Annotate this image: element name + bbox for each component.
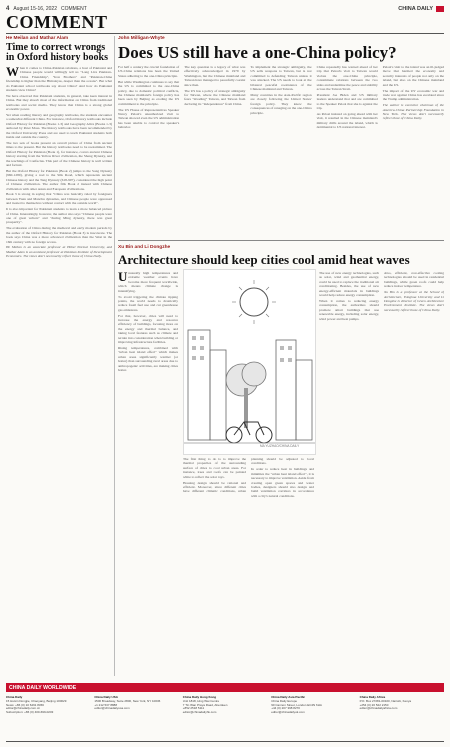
left-story-dropcap: W xyxy=(6,64,19,79)
left-story-byline: He Meilan and Mathar Alam xyxy=(6,36,69,41)
brand-logo xyxy=(436,6,444,12)
main-story-paragraph: The US has a policy of strategic ambiguity for Taiwan, where the Chinese mainland fears "invading" Taiwan, and Taiwan from declaring its "independence" from China. xyxy=(184,88,246,106)
left-story-paragraph: The two sets of books present an overall picture of China from ancient times to the present. But the history textbooks need to be reexamined. The Oxford History for Pakistan (Book 1), for instance, covers ancient Chinese history starting from the Yellow River civilization, the Shang Dynasty, and the teachings of Confucius. This part of the Chinese history is well written and factual. xyxy=(6,141,112,168)
left-story-author-note: He Meilan is an associate professor at Hebei Normal University, and Mathar Alam is an assistant professor at Pakistan Institute of Development Economics. The views don't necessarily reflect those of China Daily. xyxy=(6,245,112,259)
main-story-paragraph: President Joe Biden and US military leaders understand that and are committed to the Speaker Pelosi that she is against the trip. xyxy=(316,92,378,111)
left-story-paragraph: Yet when reading literary and geography textbooks, the students encounter a somewhat different China. For instance, Oxford history textbooks include Oxford History for Pakistan (Books 1-3) and Geography Alive (Books 1-3) authored by Peter Moss. The history textbooks have been recommended by the Oxford University Press and are used to teach Pakistani students both inside and outside the country. xyxy=(6,113,112,140)
second-story-byline: Xu Bin and Li Dongzhe xyxy=(118,245,171,250)
second-story-paragraph: Housing design should be rational and efficient. Moreover, since different cities have different climatic conditions, urban planning should be adjusted to local conditions. xyxy=(183,457,314,494)
main-story-paragraph: The impact of the US' economic war and trade war against China has escalated since the Trump administration. xyxy=(382,88,444,102)
left-story xyxy=(6,36,112,260)
second-story-column xyxy=(319,271,379,681)
issue-date: August 15-16, 2022 xyxy=(13,5,57,12)
left-story-paragraph: But the Oxford History for Pakistan (Book 2) jumps to the Song Dynasty (960-1280), giving a nod to the Silk Road, which represents ancient Chinese history and the Tang Dynasty (618-907), considered the high point of Chinese civilization. The author fills Book 2 instead with Chinese civilization with other Asian and European civilizations. xyxy=(6,168,112,191)
second-story-paragraph: To avoid triggering the climate tipping points, the world needs to drastically reduce fossil fuel use and cut greenhouse gas emissions. xyxy=(118,294,178,312)
city-heat-illustration xyxy=(184,270,315,454)
left-story-paragraph: It is also important for Pakistani students to learn a more balanced picture of China. Interestingly, however, the author also says "Chinese people were one of great writers" and "during Ming dynasty, there was great prosperity". xyxy=(6,207,112,225)
main-story-paragraph: Pelosi's visit to the island was an ill-judged move that harmed the economy and security interests of people not only on the island, but also on the Chinese mainland and the US. xyxy=(382,65,444,87)
second-story-column xyxy=(118,271,178,681)
main-story-column xyxy=(317,65,378,237)
second-story-paragraph: The first thing to do is to improve the thermal properties of the surrounding surface of cities to cool urban areas. For instance, trees and roofs can be painted white to reflect the solar rays. xyxy=(183,457,246,479)
left-story-paragraph: We have observed that Pakistani students, in general, take keen interest in China. But they absorb most of the information on China from traditional textbooks and social media. They know that China is a strong global economic power. xyxy=(6,93,112,112)
second-story-paragraph: When it comes to reducing energy consumption, the authorities should promote smart buildings that use renewable energy, including solar energy, wind power and heat pumps. xyxy=(319,298,379,321)
directory-block: China Daily Hong Kong Unit 1818, Hing Wai Centre 7 Tin Wan Praya Road, Aberdeen +852 2518 5111 editor@chinadailyhk.com xyxy=(182,695,228,715)
left-story-body xyxy=(6,66,112,259)
main-story-column xyxy=(250,65,311,237)
directory-block: China Daily Africa P.O. Box 27281-00100, Nairobi, Kenya +254 (0) 20 522 2150 editor@chinadailyafrica.com xyxy=(359,695,412,711)
directory-block: China Daily 15 Huixin Dongjie, Chaoyang, Beijing 100029 News: +86 (0) 10 6491 8366 editor@chinadaily.com.cn Subscription: +86 (0) 400-699-0203 xyxy=(6,695,67,715)
story-separator xyxy=(118,240,444,241)
main-story-paragraph: To implement the strategic ambiguity, the US sells weapons to Taiwan, but is not committed to defending Taiwan unless it was attacked. The US needs to look at the bilateral peaceful coexistence of the Chinese mainland and Taiwan. xyxy=(250,65,312,92)
bottom-rule xyxy=(6,741,444,742)
sun-icon xyxy=(240,288,268,316)
second-story-column xyxy=(183,457,314,681)
left-story-paragraph: When it comes to China-Pakistan relations, a host of Pakistani and Chinese people would willingly tell us "Long Live Pakistan-China Friendship", "Iron Brothers" and "Pakistan-China friendship is higher than the Himalayas, deeper than the oceans". But what do Pakistani school textbooks say about China? And how do Pakistani students view China? xyxy=(6,64,112,93)
second-story-dropcap: U xyxy=(118,271,128,284)
second-story-headline: Architecture should keep cities cool amid heat waves xyxy=(118,252,410,267)
bicycle-icon xyxy=(226,422,272,443)
section-masthead: COMMENT xyxy=(6,12,108,32)
second-story-paragraph: For that, however, cities will need to increase the energy and resource efficiency of buildings, focusing more on the energy and thermal balance, and taking local features such as climate and terrain into consideration when building or improving infrastructure facilities. xyxy=(118,313,178,345)
main-story-column xyxy=(184,65,245,237)
main-story-paragraph: Many countries in the Asia-Pacific region are closely following the United States' foreign policy. They know the consequences of reneging on the one-China principle. xyxy=(250,92,312,115)
masthead-rule xyxy=(6,33,444,34)
main-story-column xyxy=(118,65,179,237)
directory-block: China Daily Asia Pacific China Daily Europe 90 Cannon Street, London EC4N 6HA +44 (0) 207 398 8270 editor@chinadailyuk.com xyxy=(271,695,322,715)
second-story-author-note: Xu Bin is a professor at the School of Architecture, Tsinghua University and Li Dongzhe is director of Green Architecture Environment Institute. The views don't necessarily reflect those of China Daily. xyxy=(384,290,444,312)
main-story-body xyxy=(118,65,444,237)
main-story-paragraph: The key question is a legacy of what was effectively acknowledged in 1979 by Washington, but the Chinese mainland and Taiwan have managed to peacefully coexist since then. xyxy=(184,65,246,87)
directory-block: China Daily USA 1500 Broadway, Suite 2800, New York, NY 10036 +1 212 537 8888 editor@chinadailyusa.com xyxy=(94,695,161,711)
second-story-paragraph: Rising temperatures, combined with "urban heat island effect" which makes urban areas significantly warmer (or hotter) than surrounding rural areas due to anthropogenic activities, are making cities hotter. xyxy=(118,346,178,373)
tree-icon xyxy=(226,362,266,428)
second-story-paragraph: In order to reduce heat in buildings and minimize the "urban heat island effect", it is necessary to improve ventilation. Aside from creating open green spaces and water bodies, designers should also design and build ventilation corridors in accordance with a city's natural conditions. xyxy=(251,467,314,498)
section-label: COMMENT xyxy=(61,5,87,12)
second-story-column xyxy=(384,271,444,681)
main-story-author-note: The author is executive chairman of the America-China Partnership Foundation in New York. The views don't necessarily reflect those of China Daily. xyxy=(382,103,444,121)
main-story-paragraph: For half a century the crucial foundation of US-China relations has been the United States adhering to the one-China principle. xyxy=(118,65,180,78)
main-story-headline: Does US still have a one-China policy? xyxy=(118,43,397,62)
second-story-paragraph: Also, efficient, cost-effective cooling technologies should be used in residential buildings, while green roofs could help reduce indoor temperature. xyxy=(384,271,444,289)
left-story-paragraph: The evaluation of China during the medieval and early modern periods by the author of the Oxford History for Pakistan (Book 3) is inaccurate. The book says China was a more advanced civilization than the West in the 16th century with no foreign access. xyxy=(6,226,112,244)
page-number: 4 xyxy=(6,5,10,12)
illustration-caption: MA YUZHAO/CHINA DAILY xyxy=(260,444,300,448)
directory-title: CHINA DAILY WORLDWIDE xyxy=(6,683,444,692)
left-story-headline: Time to correct wrongs in Oxford history books xyxy=(6,42,108,63)
main-story-column xyxy=(383,65,444,237)
main-story-paragraph: As Pelosi insisted on going ahead with her visit, it resulted in the Chinese mainland's military drills around the island, which is detrimental to US national interest. xyxy=(316,112,378,130)
main-story-paragraph: The US House of Representatives Speaker Nancy Pelosi's unauthorized visit to Taiwan showed even the US administration has been unable to control the speaker's behavior. xyxy=(118,107,180,130)
illustration xyxy=(183,269,316,455)
main-story-paragraph: But while Washington continues to say that the US is committed to the one-China policy, due to domestic political conflicts, the Chinese mainland's foreign policy has been seen by Beijing as eroding the US commitment to the principle. xyxy=(118,79,180,106)
left-story-paragraph: Book 3 is strong in saying that "China was basically ruled by foreigners between Yuan and Manchu dynasties, and Chinese people were oppressed and treated to themselves without contact with the outside world". xyxy=(6,192,112,206)
second-story-paragraph: Unusually high temperatures and extreme weather events have become more frequent worldwide, which means climate change is intensifying. xyxy=(118,271,178,293)
column-divider xyxy=(114,36,115,676)
main-story-byline: John Milligan-Whyte xyxy=(118,36,165,41)
second-story-paragraph: The use of new energy technologies, such as solar, wind and geothermal energy, could be used to replace the traditional air conditioning. Besides, the use of new energy-efficient materials in buildings would help reduce energy consumption. xyxy=(319,271,379,298)
directory xyxy=(6,694,444,715)
directory-header xyxy=(6,683,444,692)
main-story-paragraph: China repeatedly has warned ahead of her trip that Pelosi's visit to Taiwan would violate the one-China principle, contaminate relations between the two sides and undermine the peace and stability across the Taiwan Strait. xyxy=(316,65,378,92)
brand-name: CHINA DAILY xyxy=(398,5,433,12)
